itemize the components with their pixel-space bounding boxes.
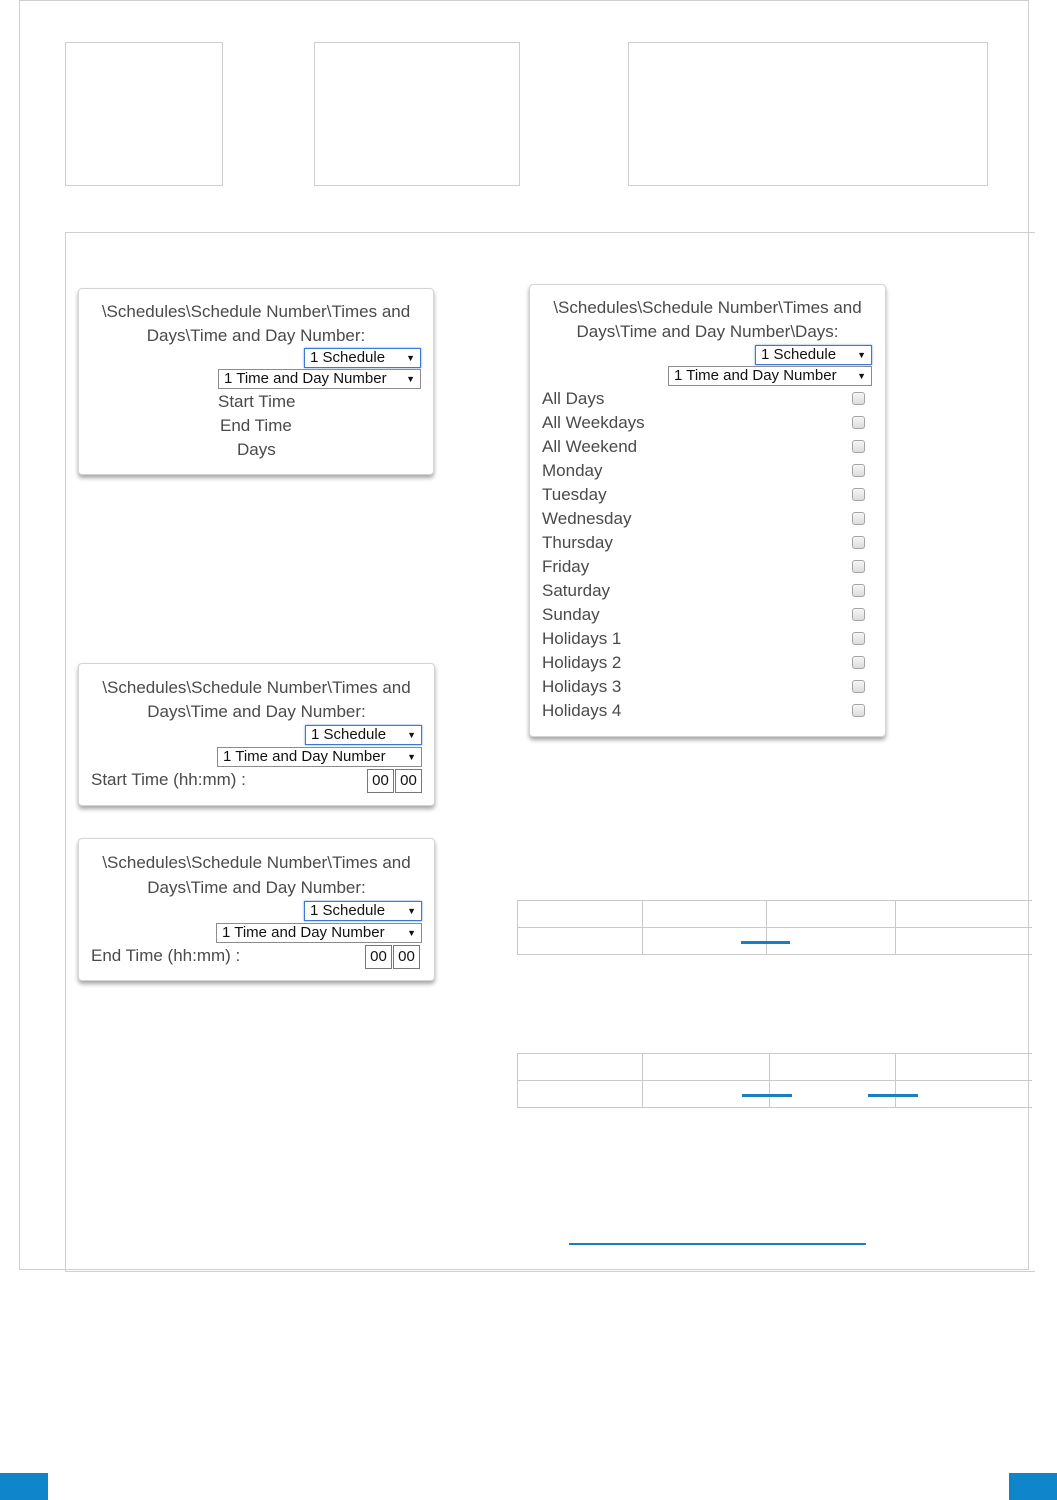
header-box-3 (628, 42, 988, 186)
day-checkbox[interactable] (852, 392, 865, 405)
day-checkbox[interactable] (852, 440, 865, 453)
day-label: Holidays 4 (542, 701, 622, 720)
schedule-select-value: 1 Schedule (761, 346, 837, 363)
schedule-select[interactable] (305, 725, 422, 745)
panel-title-line2: Days\Time and Day Number: (147, 878, 366, 897)
time-day-select-value: 1 Time and Day Number (222, 924, 385, 941)
header-box-1 (65, 42, 223, 186)
link-underline[interactable] (742, 1094, 792, 1097)
chevron-down-icon: ▼ (406, 353, 415, 363)
schedule-select-value: 1 Schedule (310, 902, 386, 919)
end-time-link[interactable]: End Time (220, 416, 292, 435)
header-box-2 (314, 42, 520, 186)
table-cell (896, 901, 1033, 928)
footer-accent-right (1009, 1473, 1057, 1500)
table-row (518, 901, 1033, 928)
day-checkbox[interactable] (852, 584, 865, 597)
link-underline[interactable] (741, 941, 790, 944)
day-checkbox[interactable] (852, 704, 865, 717)
day-checkbox[interactable] (852, 560, 865, 573)
chevron-down-icon: ▼ (857, 350, 866, 360)
start-minutes-input[interactable]: 00 (395, 769, 422, 793)
schedule-select[interactable] (304, 901, 422, 921)
day-label: Monday (542, 461, 603, 480)
table-cell (643, 1054, 770, 1081)
panel-title-line2: Days\Time and Day Number: (147, 702, 366, 721)
schedule-select-value: 1 Schedule (311, 726, 387, 743)
times-days-menu-panel (78, 288, 434, 475)
day-checkbox[interactable] (852, 680, 865, 693)
panel-title-line1: \Schedules\Schedule Number\Times and (101, 302, 411, 321)
schedule-select-value: 1 Schedule (310, 349, 386, 366)
table-cell (518, 901, 643, 928)
schedule-select[interactable] (304, 348, 421, 368)
day-label: All Weekdays (542, 413, 645, 432)
day-checkbox[interactable] (852, 488, 865, 501)
day-label: Friday (542, 557, 590, 576)
panel-title-line1: \Schedules\Schedule Number\Times and (102, 678, 411, 697)
day-label: Sunday (542, 605, 600, 624)
day-checkbox[interactable] (852, 632, 865, 645)
day-label: Holidays 3 (542, 677, 622, 696)
time-day-select-value: 1 Time and Day Number (224, 370, 387, 387)
day-label: All Days (542, 389, 605, 408)
panel-title-line2: Days\Time and Day Number\Days: (576, 322, 839, 341)
day-checkbox[interactable] (852, 536, 865, 549)
chevron-down-icon: ▼ (857, 371, 866, 381)
day-checkbox[interactable] (852, 464, 865, 477)
time-day-select-value: 1 Time and Day Number (223, 748, 386, 765)
day-label: Wednesday (542, 509, 632, 528)
day-checkbox[interactable] (852, 656, 865, 669)
table-cell (643, 901, 767, 928)
day-label: Saturday (542, 581, 611, 600)
panel-title-line1: \Schedules\Schedule Number\Times and (553, 298, 862, 317)
chevron-down-icon: ▼ (407, 752, 416, 762)
table-2 (517, 1053, 1032, 1108)
day-label: Holidays 1 (542, 629, 622, 648)
panel-title-line2: Days\Time and Day Number: (146, 326, 366, 345)
table-cell (518, 1054, 643, 1081)
day-label: Holidays 2 (542, 653, 622, 672)
day-checkbox[interactable] (852, 512, 865, 525)
days-link[interactable]: Days (237, 440, 276, 459)
day-checkbox[interactable] (852, 608, 865, 621)
start-hours-input[interactable]: 00 (367, 769, 394, 793)
table-cell (896, 1054, 1033, 1081)
end-hours-input[interactable]: 00 (365, 945, 392, 969)
day-checkbox[interactable] (852, 416, 865, 429)
chevron-down-icon: ▼ (407, 730, 416, 740)
schedule-select[interactable] (755, 345, 872, 365)
time-day-select-value: 1 Time and Day Number (674, 367, 837, 384)
days-panel (529, 284, 886, 737)
table-cell (896, 928, 1033, 955)
time-day-number-select[interactable] (668, 366, 872, 386)
end-minutes-input[interactable]: 00 (393, 945, 420, 969)
chevron-down-icon: ▼ (406, 374, 415, 384)
table-row (518, 1054, 1033, 1081)
panel-title-line1: \Schedules\Schedule Number\Times and (102, 853, 411, 872)
table-cell (518, 1081, 643, 1108)
table-cell (767, 901, 896, 928)
table-1 (517, 900, 1032, 955)
link-underline-long[interactable] (569, 1243, 866, 1245)
day-label: Tuesday (542, 485, 607, 504)
chevron-down-icon: ▼ (407, 928, 416, 938)
end-time-panel (78, 838, 435, 981)
start-time-panel (78, 663, 435, 806)
time-day-number-select[interactable] (218, 369, 421, 389)
start-time-link[interactable]: Start Time (218, 392, 296, 411)
footer-accent-left (0, 1473, 48, 1500)
end-time-label: End Time (hh:mm) : (91, 946, 241, 965)
day-label: Thursday (542, 533, 613, 552)
link-underline[interactable] (868, 1094, 918, 1097)
table-cell (518, 928, 643, 955)
start-time-label: Start Time (hh:mm) : (91, 770, 246, 789)
time-day-number-select[interactable] (216, 923, 422, 943)
day-label: All Weekend (542, 437, 638, 456)
chevron-down-icon: ▼ (407, 906, 416, 916)
time-day-number-select[interactable] (217, 747, 422, 767)
table-cell (770, 1054, 896, 1081)
